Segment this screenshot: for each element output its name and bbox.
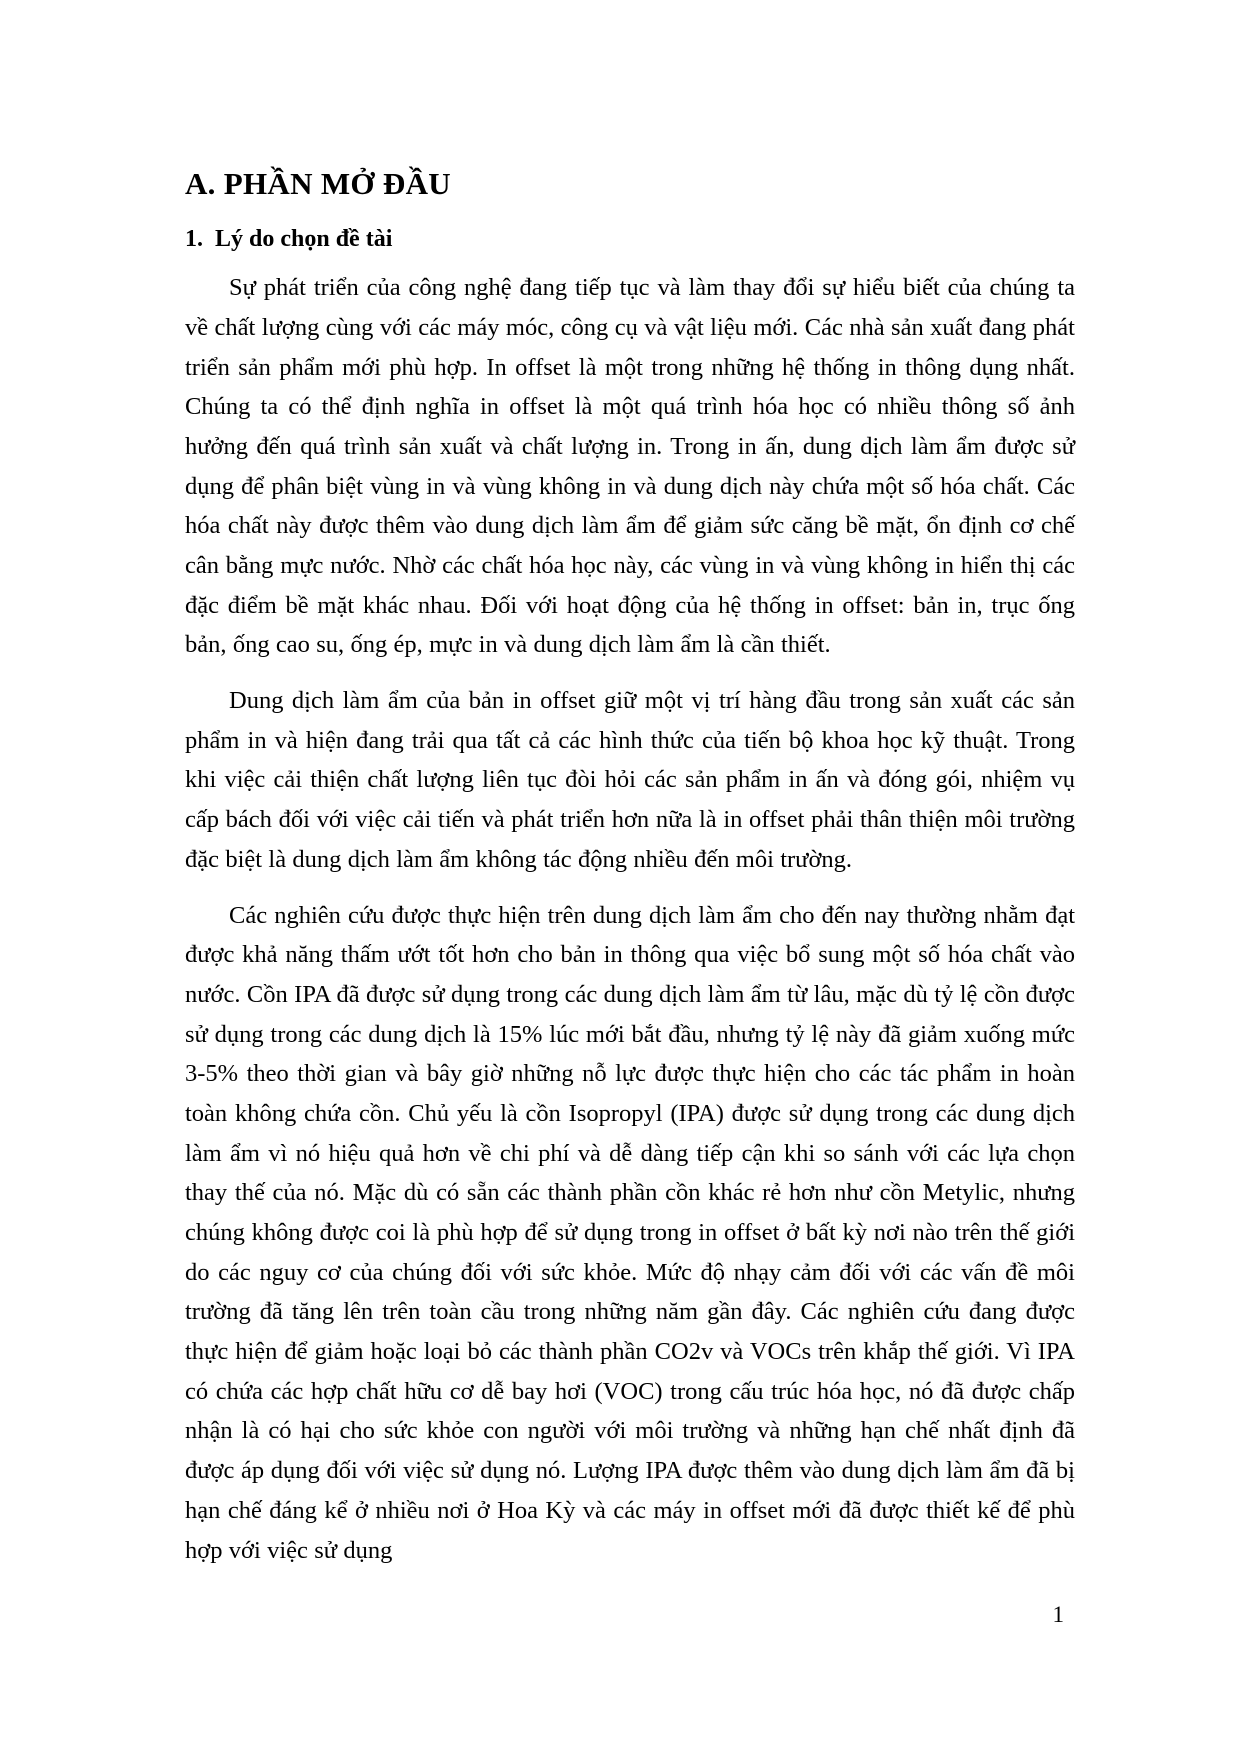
subsection-heading — [185, 224, 1075, 254]
subsection-number: 1. — [185, 226, 203, 253]
document-body — [185, 165, 1075, 1570]
page-title: A. PHẦN MỞ ĐẦU — [185, 166, 451, 201]
paragraph: Dung dịch làm ẩm của bản in offset giữ một vị trí hàng đầu trong sản xuất các sản phẩm in và hiện đang trải qua tất cả các hình thức của tiến bộ khoa học kỹ thuật. Trong khi việc cải thiện chất lượng liên tục đòi hỏi các sản phẩm in ấn và đóng gói, nhiệm vụ cấp bách đối với việc cải tiến và phát triển hơn nữa là in offset phải thân thiện môi trường đặc biệt là dung dịch làm ẩm không tác động nhiều đến môi trường. — [185, 687, 1075, 873]
paragraph: Sự phát triển của công nghệ đang tiếp tục và làm thay đổi sự hiểu biết của chúng ta về chất lượng cùng với các máy móc, công cụ và vật liệu mới. Các nhà sản xuất đang phát triển sản phẩm mới phù hợp. In offset là một trong những hệ thống in thông dụng nhất. Chúng ta có thể định nghĩa in offset là một quá trình hóa học có nhiều thông số ảnh hưởng đến quá trình sản xuất và chất lượng in. Trong in ấn, dung dịch làm ẩm được sử dụng để phân biệt vùng in và vùng không in và dung dịch này chứa một số hóa chất. Các hóa chất này được thêm vào dung dịch làm ẩm để giảm sức căng bề mặt, ổn định cơ chế cân bằng mực nước. Nhờ các chất hóa học này, các vùng in và vùng không in hiển thị các đặc điểm bề mặt khác nhau. Đối với hoạt động của hệ thống in offset: bản in, trục ống bản, ống cao su, ống ép, mực in và dung dịch làm ẩm là cần thiết. — [185, 274, 1075, 659]
subsection-label: Lý do chọn đề tài — [215, 226, 393, 253]
paragraph: Các nghiên cứu được thực hiện trên dung dịch làm ẩm cho đến nay thường nhằm đạt được khả năng thấm ướt tốt hơn cho bản in thông qua việc bổ sung một số hóa chất vào nước. Cồn IPA đã được sử dụng trong các dung dịch làm ẩm từ lâu, mặc dù tỷ lệ cồn được sử dụng trong các dung dịch là 15% lúc mới bắt đầu, nhưng tỷ lệ này đã giảm xuống mức 3-5% theo thời gian và bây giờ những nỗ lực được thực hiện cho các tác phẩm in hoàn toàn không chứa cồn. Chủ yếu là cồn Isopropyl (IPA) được sử dụng trong các dung dịch làm ẩm vì nó hiệu quả hơn về chi phí và dễ dàng tiếp cận khi so sánh với các lựa chọn thay thế của nó. Mặc dù có sẵn các thành phần cồn khác rẻ hơn như cồn Metylic, nhưng chúng không được coi là phù hợp để sử dụng trong in offset ở bất kỳ nơi nào trên thế giới do các nguy cơ của chúng đối với sức khỏe. Mức độ nhạy cảm đối với các vấn đề môi trường đã tăng lên trên toàn cầu trong những năm gần đây. Các nghiên cứu đang được thực hiện để giảm hoặc loại bỏ các thành phần CO2v và VOCs trên khắp thế giới. Vì IPA có chứa các hợp chất hữu cơ dễ bay hơi (VOC) trong cấu trúc hóa học, nó đã được chấp nhận là có hại cho sức khỏe con người với môi trường và những hạn chế nhất định đã được áp dụng đối với việc sử dụng nó. Lượng IPA được thêm vào dung dịch làm ẩm đã bị hạn chế đáng kể ở nhiều nơi ở Hoa Kỳ và các máy in offset mới đã được thiết kế để phù hợp với việc sử dụng — [185, 901, 1075, 1564]
page-number: 1 — [1052, 1602, 1064, 1627]
